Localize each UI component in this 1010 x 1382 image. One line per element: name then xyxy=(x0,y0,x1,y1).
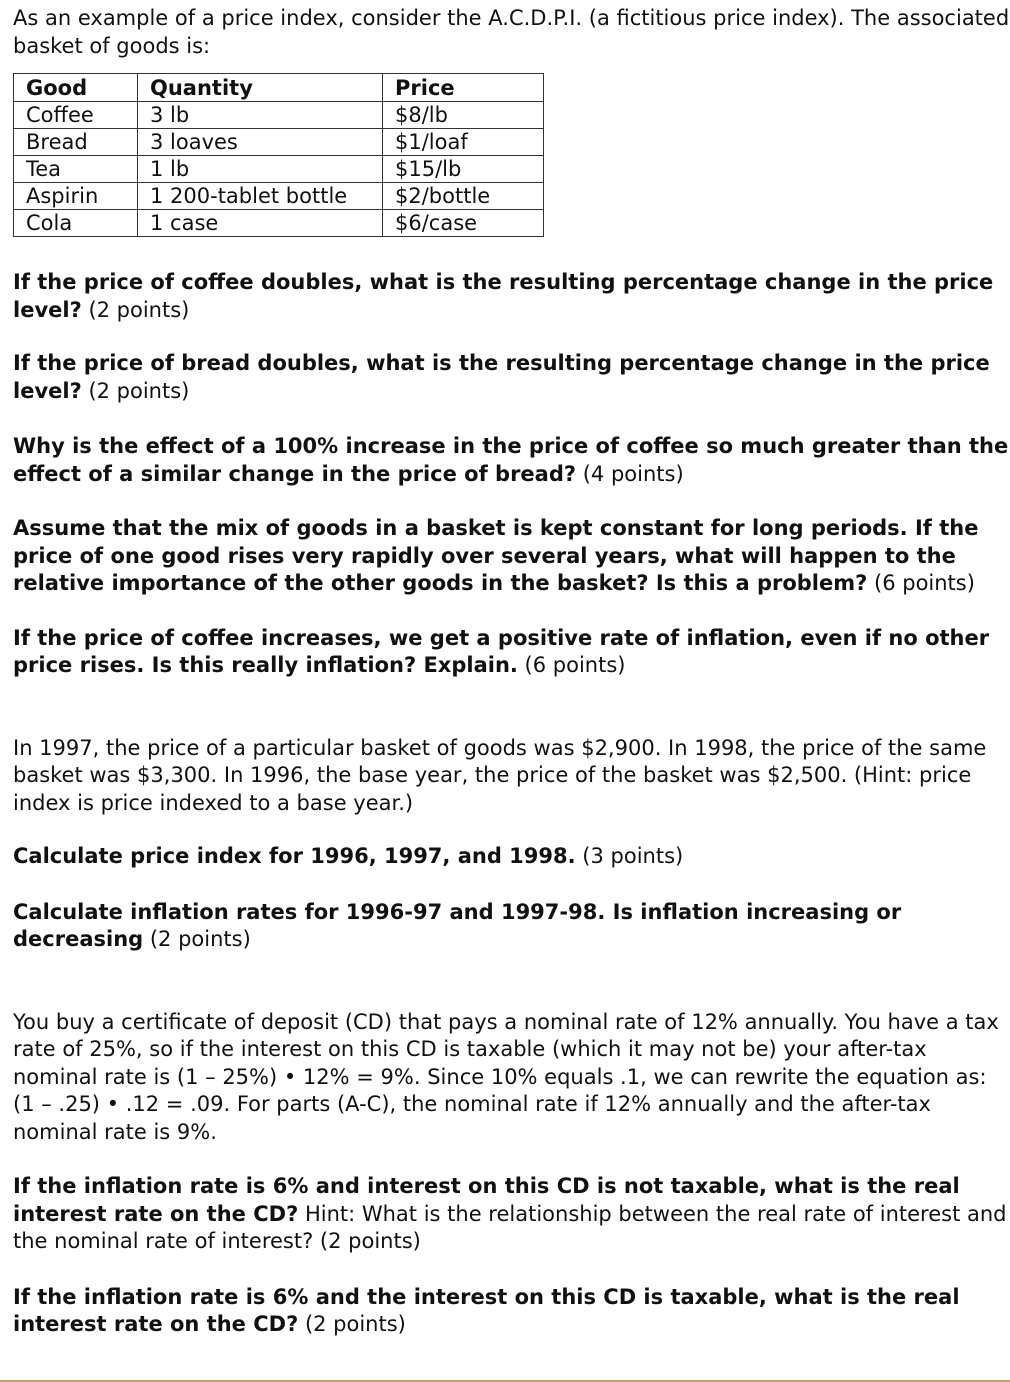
cell-good: Coffee xyxy=(14,102,138,129)
question-real-rate-not-taxable xyxy=(13,1173,1010,1256)
question-text: Assume that the mix of goods in a basket is kept constant for long periods. If the price of one good rises very rapidly over several years, what will happen to the relative importance of the other goods in the basket? Is this a problem? xyxy=(13,516,979,595)
question-points: Hint: What is the relationship between the real rate of interest and the nominal rate of interest? (2 points) xyxy=(13,1201,1007,1253)
header-quantity: Quantity xyxy=(138,74,383,102)
question-text: Calculate price index for 1996, 1997, and 1998. xyxy=(13,844,576,868)
cell-quantity: 1 case xyxy=(138,210,383,237)
question-inflation-rates xyxy=(13,899,1010,954)
cell-price: $15/lb xyxy=(383,156,544,183)
cell-price: $1/loaf xyxy=(383,129,544,156)
table-row xyxy=(14,102,544,129)
table-row xyxy=(14,210,544,237)
question-basket-mix xyxy=(13,515,1010,598)
header-good: Good xyxy=(14,74,138,102)
header-price: Price xyxy=(383,74,544,102)
question-points: (6 points) xyxy=(517,653,626,677)
cell-good: Bread xyxy=(14,129,138,156)
question-text: If the inflation rate is 6% and the interest on this CD is taxable, what is the real interest rate on the CD? xyxy=(13,1284,960,1336)
table-row xyxy=(14,129,544,156)
question-points: (6 points) xyxy=(867,571,975,595)
cell-quantity: 1 200-tablet bottle xyxy=(138,183,383,210)
question-coffee-vs-bread xyxy=(13,433,1010,488)
question-really-inflation xyxy=(13,625,1010,680)
question-coffee-doubles xyxy=(13,269,1010,324)
cell-good: Cola xyxy=(14,210,138,237)
question-points: (3 points) xyxy=(575,844,684,868)
table-row xyxy=(14,183,544,210)
question-text: If the price of coffee doubles, what is the resulting percentage change in the price level? xyxy=(13,270,994,322)
cell-quantity: 3 lb xyxy=(138,102,383,129)
question-points: (2 points) xyxy=(81,378,190,403)
question-text: If the inflation rate is 6% and interest on this CD is not taxable, what is the real interest rate on the CD? xyxy=(13,1174,960,1226)
question-price-index xyxy=(13,843,1010,871)
question-points: (2 points) xyxy=(81,297,190,322)
intro-paragraph: As an example of a price index, consider the A.C.D.P.I. (a fictitious price index). The associated basket of goods is: xyxy=(13,6,1010,58)
cell-price: $2/bottle xyxy=(383,183,544,210)
question-real-rate-taxable xyxy=(13,1284,1010,1339)
cell-quantity: 3 loaves xyxy=(138,129,383,156)
cell-price: $6/case xyxy=(383,210,544,237)
basket-table xyxy=(13,73,544,237)
document-page xyxy=(13,5,1010,1339)
question-points: (2 points) xyxy=(143,927,251,951)
question-text: If the price of coffee increases, we get a positive rate of inflation, even if no other price rises. Is this really inflation? Explain. xyxy=(13,625,990,677)
question-points: (2 points) xyxy=(298,1312,406,1336)
table-header-row xyxy=(14,74,544,102)
cd-paragraph: You buy a certificate of deposit (CD) that pays a nominal rate of 12% annually. You have a tax rate of 25%, so if the interest on this CD is taxable (which it may not be) your after-tax nominal rate is (1 – 25%) • 12% = 9%. Since 10% equals .1, we can rewrite the equation as: (1 – .25) • .12 = .09. For parts (A-C), the nominal rate if 12% annually and the after-tax nominal rate is 9%. xyxy=(13,1009,999,1144)
question-points: (4 points) xyxy=(576,461,684,486)
cell-good: Tea xyxy=(14,156,138,183)
cell-price: $8/lb xyxy=(383,102,544,129)
cell-quantity: 1 lb xyxy=(138,156,383,183)
basket-price-paragraph: In 1997, the price of a particular basket of goods was $2,900. In 1998, the price of the same basket was $3,300. In 1996, the base year, the price of the basket was $2,500. (Hint: price index is price indexed to a base year.) xyxy=(13,735,987,815)
question-text: Why is the effect of a 100% increase in the price of coffee so much greater than the effect of a similar change in the price of bread? xyxy=(13,434,1009,486)
question-text: If the price of bread doubles, what is the resulting percentage change in the price level? xyxy=(13,351,990,403)
table-row xyxy=(14,156,544,183)
question-text: Calculate inflation rates for 1996-97 and 1997-98. Is inflation increasing or decreasing xyxy=(13,899,902,951)
question-bread-doubles xyxy=(13,350,1010,405)
cell-good: Aspirin xyxy=(14,183,138,210)
